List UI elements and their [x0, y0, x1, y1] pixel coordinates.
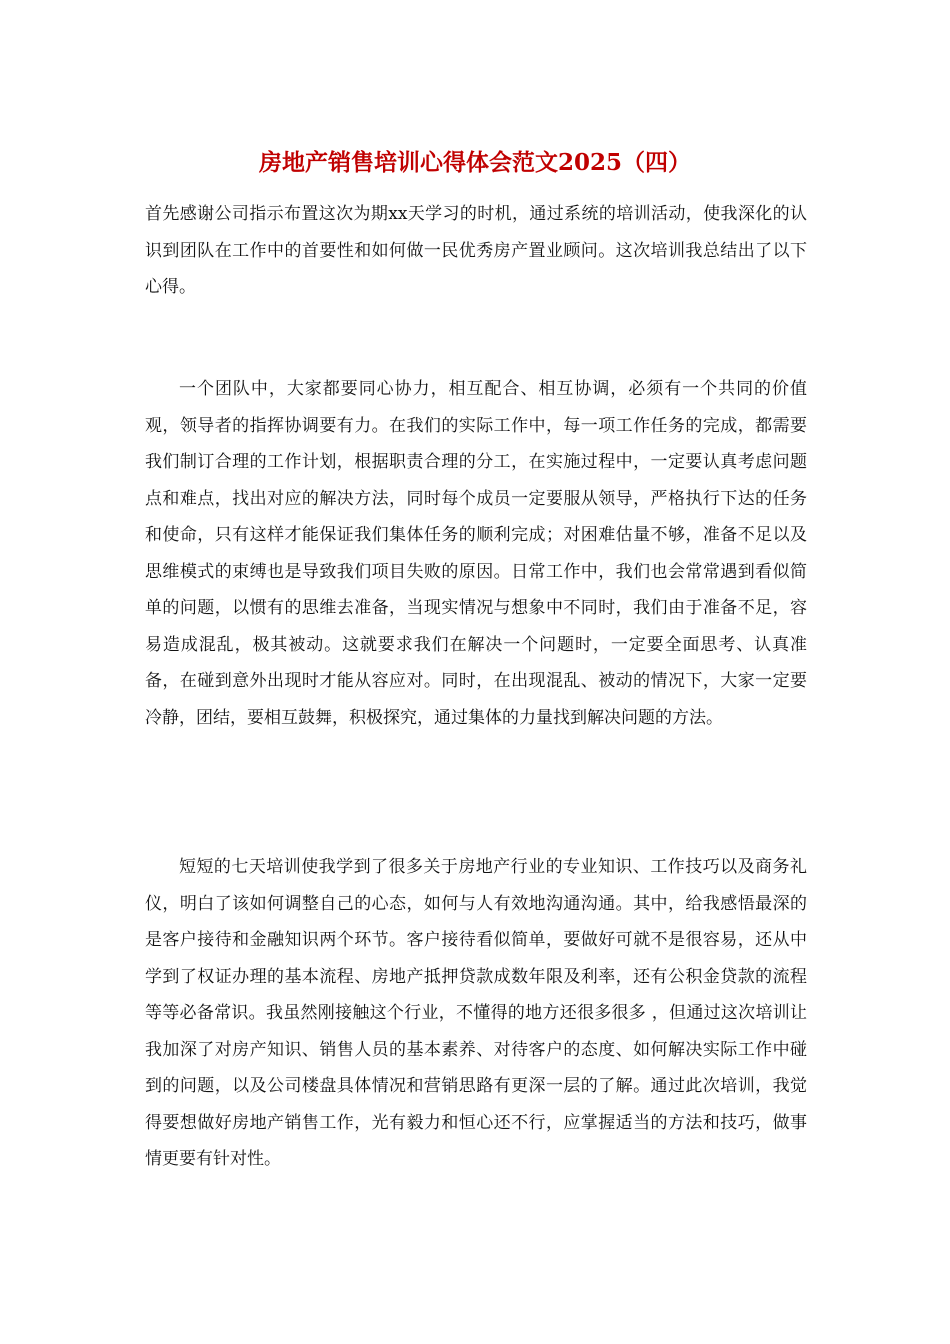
paragraph-teamwork: 一个团队中，大家都要同心协力，相互配合、相互协调，必须有一个共同的价值观，领导者的指挥协调要有力。在我们的实际工作中，每一项工作任务的完成，都需要我们制订合理的工作计划，根据职责合理的分工，在实施过程中，一定要认真考虑问题点和难点，找出对应的解决方法，同时每个成员一定要服从领导，严格执行下达的任务和使命，只有这样才能保证我们集体任务的顺利完成；对困难估量不够，准备不足以及思维模式的束缚也是导致我们项目失败的原因。日常工作中，我们也会常常遇到看似简单的问题，以惯有的思维去准备，当现实情况与想象中不同时，我们由于准备不足，容易造成混乱，极其被动。这就要求我们在解决一个问题时，一定要全面思考、认真准备，在碰到意外出现时才能从容应对。同时，在出现混乱、被动的情况下，大家一定要冷静，团结，要相互鼓舞，积极探究，通过集体的力量找到解决问题的方法。 [145, 379, 807, 728]
paragraph-intro: 首先感谢公司指示布置这次为期xx天学习的时机，通过系统的培训活动，使我深化的认识到团队在工作中的首要性和如何做一民优秀房产置业顾问。这次培训我总结出了以下心得。 [145, 204, 807, 297]
paragraph-training-summary: 短短的七天培训使我学到了很多关于房地产行业的专业知识、工作技巧以及商务礼仪，明白了该如何调整自己的心态，如何与人有效地沟通沟通。其中，给我感悟最深的是客户接待和金融知识两个环节。客户接待看似简单，要做好可就不是很容易，还从中学到了权证办理的基本流程、房地产抵押贷款成数年限及利率，还有公积金贷款的流程等等必备常识。我虽然刚接触这个行业，不懂得的地方还很多很多 ，但通过这次培训让我加深了对房产知识、销售人员的基本素养、对待客户的态度、如何解决实际工作中碰到的问题，以及公司楼盘具体情况和营销思路有更深一层的了解。通过此次培训，我觉得要想做好房地产销售工作，光有毅力和恒心还不行，应掌握适当的方法和技巧，做事情更要有针对性。 [145, 857, 807, 1169]
document-title: 房地产销售培训心得体会范文2025（四） [258, 149, 691, 176]
